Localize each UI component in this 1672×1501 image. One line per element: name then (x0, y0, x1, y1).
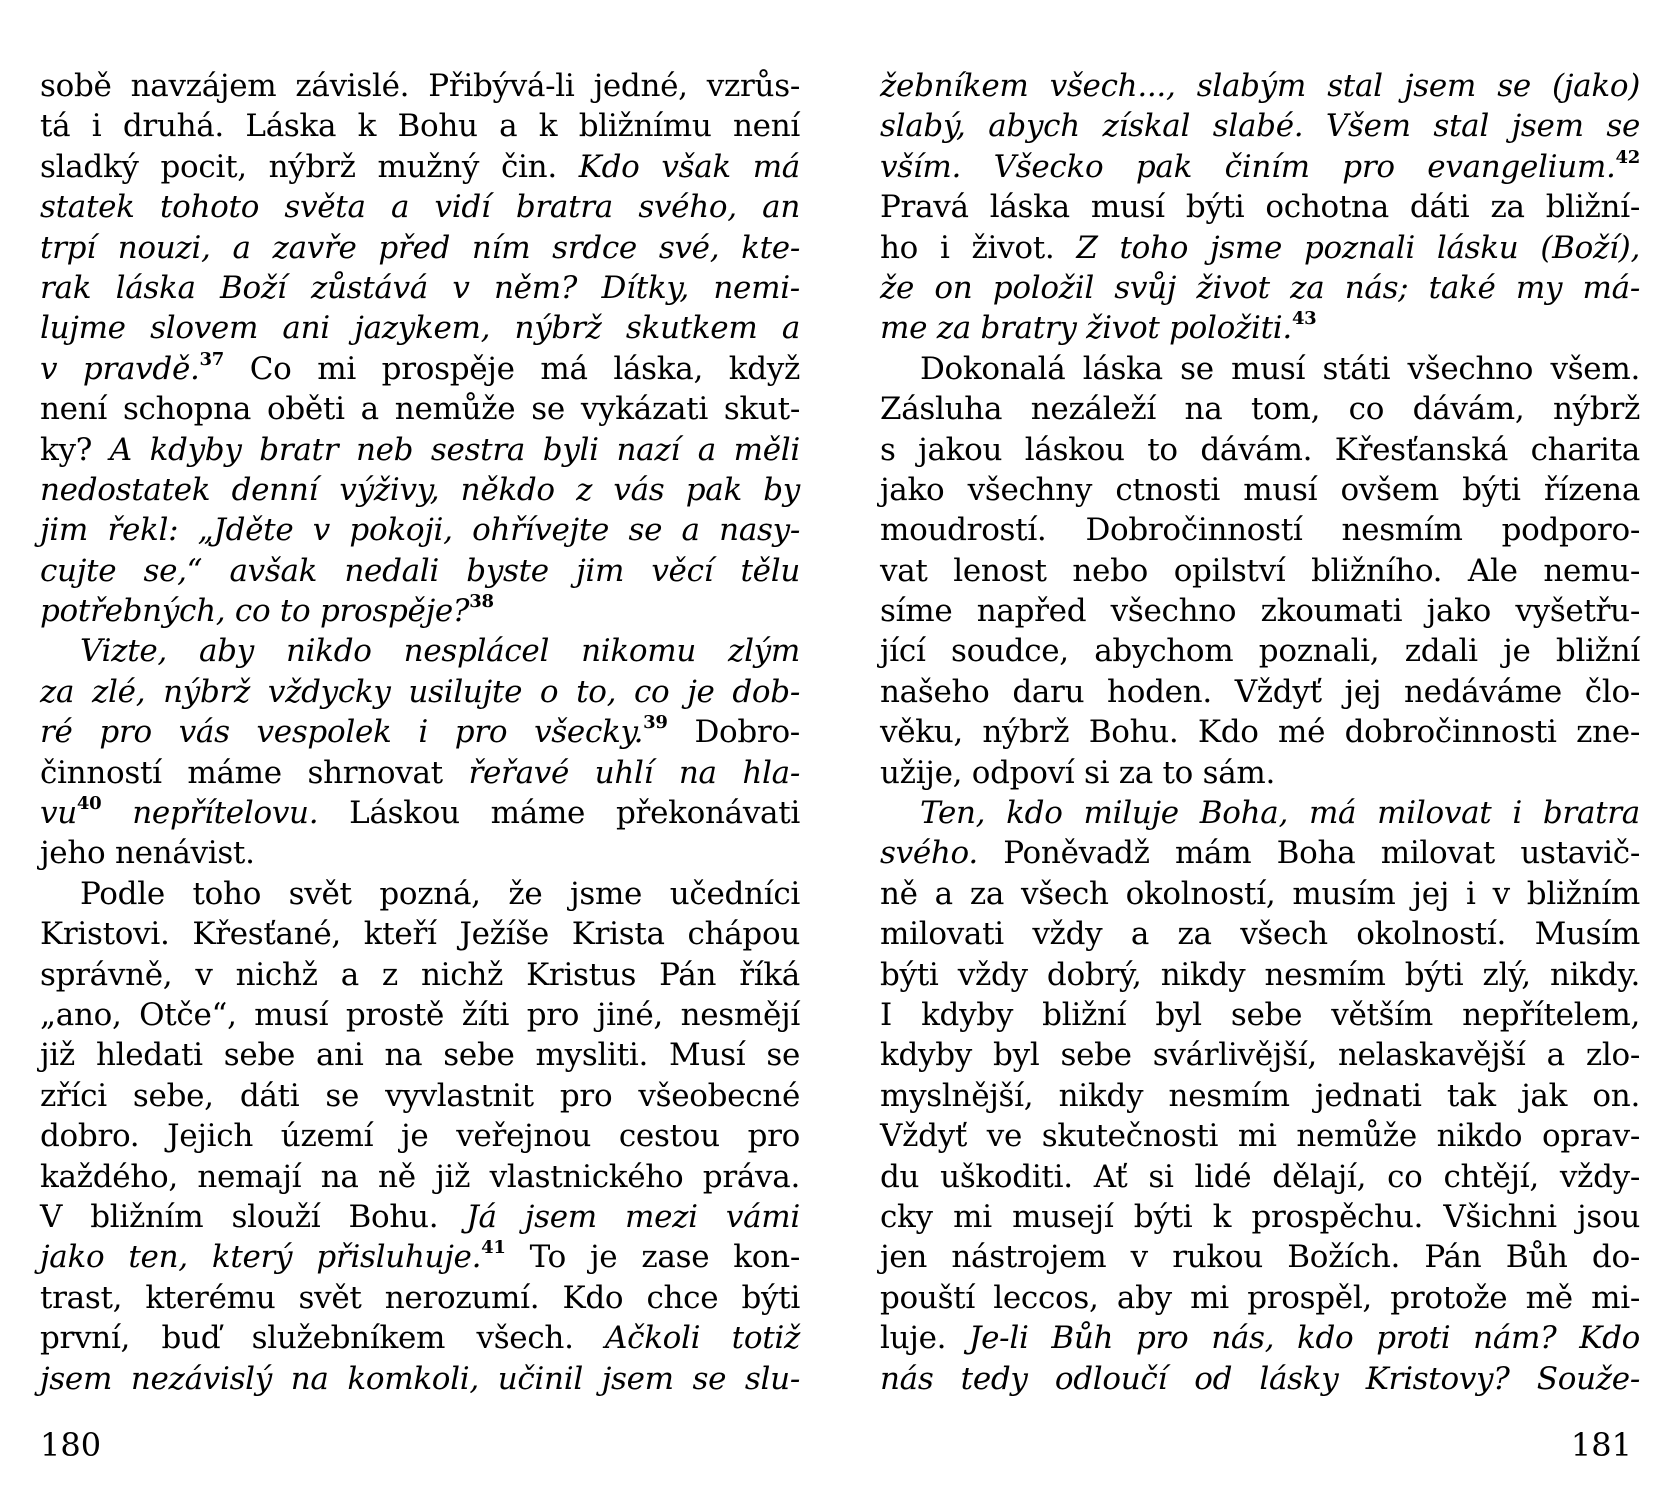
text-line (880, 1076, 1640, 1116)
text-line (880, 833, 1640, 873)
text-line (880, 1035, 1640, 1075)
text-segment: Vždyť ve skutečnosti mi nemůže nikdo oprav- (880, 1118, 1640, 1155)
text-segment: žebníkem všech..., slabým stal jsem se (jako) (880, 68, 1640, 104)
text-line (40, 833, 800, 873)
text-segment: trpí nouzi, a zavře před ním srdce své, kte- (40, 229, 800, 266)
text-line (880, 389, 1640, 429)
text-line (880, 349, 1640, 389)
text-line (40, 1318, 800, 1358)
text-segment: Ačkoli totiž (605, 1320, 800, 1357)
text-segment: nepřítelovu. (101, 795, 319, 832)
text-line (40, 1157, 800, 1197)
left-page-text (40, 66, 800, 1399)
text-line (880, 106, 1640, 146)
text-segment: trast, kterému svět nerozumí. Kdo chce býti (40, 1279, 800, 1316)
text-segment: Já jsem mezi vámi (466, 1198, 800, 1235)
footnote-ref: 38 (469, 591, 494, 613)
text-segment: V bližním slouží Bohu. (40, 1198, 467, 1235)
text-segment: jící soudce, abychom poznali, zdali je bližní (880, 633, 1640, 670)
text-line (40, 1359, 800, 1399)
text-line (40, 672, 800, 712)
text-segment: slabý, abych získal slabé. Všem stal jsem se (880, 108, 1640, 145)
text-segment: vu (40, 795, 77, 832)
text-line (880, 591, 1640, 631)
text-segment: správně, v nichž a z nichž Kristus Pán říká (40, 956, 800, 993)
text-line (880, 228, 1640, 268)
text-line (880, 874, 1640, 914)
text-segment: Dobro- (667, 714, 800, 751)
text-segment: Kdo však má (578, 148, 800, 185)
text-segment: Láskou máme překonávati (318, 795, 800, 832)
text-segment: Pravá láska musí býti ochotna dáti za bližní- (880, 189, 1640, 226)
text-segment: jen nástrojem v rukou Božích. Pán Bůh do- (880, 1239, 1640, 1276)
text-segment: moudrostí. Dobročinností nesmím podporo- (880, 512, 1640, 549)
text-segment: řeřavé uhlí na hla- (468, 754, 800, 791)
text-line (880, 1197, 1640, 1237)
text-segment: jim řekl: „Jděte v pokoji, ohřívejte se a nasy- (40, 512, 800, 549)
text-segment: Je-li Bůh pro nás, kdo proti nám? Kdo (969, 1320, 1641, 1357)
text-line (880, 914, 1640, 954)
text-segment: nedostatek denní výživy, někdo z vás pak by (40, 471, 800, 508)
text-segment: Z toho jsme poznali lásku (Boží), (1076, 229, 1640, 266)
text-line (40, 228, 800, 268)
footnote-ref: 43 (1291, 308, 1317, 330)
footnote-ref: 39 (643, 712, 668, 734)
text-line (880, 672, 1640, 712)
text-segment: jeho nenávist. (40, 835, 255, 872)
right-page-text (880, 66, 1640, 1399)
text-line (40, 106, 800, 146)
footnote-ref: 41 (481, 1237, 506, 1259)
text-line (40, 1076, 800, 1116)
text-line (40, 1237, 800, 1277)
text-segment: první, buď služebníkem všech. (40, 1320, 606, 1357)
text-segment: ho i život. (880, 229, 1077, 266)
text-line (40, 349, 800, 389)
text-segment: činností máme shrnovat (40, 754, 469, 791)
text-segment: věku, nýbrž Bohu. Kdo mé dobročinnosti zne- (880, 714, 1640, 751)
text-line (40, 995, 800, 1035)
text-segment: milovati vždy a za všech okolností. Musím (880, 916, 1640, 953)
text-segment: kdyby byl sebe svárlivější, nelaskavější a zlo- (880, 1037, 1640, 1074)
page-number-left: 180 (40, 1426, 102, 1464)
text-segment: Poněvadž mám Boha milovat ustavič- (977, 835, 1640, 872)
text-segment: není schopna oběti a nemůže se vykázati skut- (40, 391, 800, 428)
text-segment: za zlé, nýbrž vždycky usilujte o to, co je dob- (40, 673, 800, 710)
text-segment: že on položil svůj život za nás; také my má- (880, 269, 1640, 306)
text-segment: v pravdě. (40, 350, 200, 387)
text-line (880, 147, 1640, 187)
text-line (40, 147, 800, 187)
text-line (880, 712, 1640, 752)
text-segment: sobě navzájem závislé. Přibývá-li jedné, vzrůs- (40, 68, 800, 104)
text-segment: jsem nezávislý na komkoli, učinil jsem se slu- (40, 1360, 800, 1397)
text-segment: cujte se,“ avšak nedali byste jim věcí tělu (40, 552, 800, 589)
text-segment: svého. (880, 835, 978, 872)
text-line (880, 430, 1640, 470)
text-line (880, 187, 1640, 227)
text-segment: každého, nemají na ně již vlastnického práva. (40, 1158, 800, 1195)
text-segment: Vizte, aby nikdo nesplácel nikomu zlým (80, 633, 800, 670)
text-line (40, 187, 800, 227)
text-segment: jako ten, který přisluhuje. (40, 1239, 482, 1276)
text-line (880, 470, 1640, 510)
text-segment: A kdyby bratr neb sestra byli nazí a měli (109, 431, 800, 468)
text-segment: našeho daru hoden. Vždyť jej nedáváme člo- (880, 673, 1640, 710)
text-line (40, 874, 800, 914)
text-line (40, 1197, 800, 1237)
text-line (40, 793, 800, 833)
text-line (880, 66, 1640, 106)
text-line (880, 551, 1640, 591)
text-line (40, 753, 800, 793)
text-segment: du uškoditi. Ať si lidé dělají, co chtějí, vždy- (880, 1158, 1640, 1195)
text-line (40, 268, 800, 308)
footnote-ref: 42 (1615, 146, 1640, 168)
text-segment: Co mi prospěje má láska, když (224, 350, 800, 387)
text-segment: To je zase kon- (505, 1239, 800, 1276)
text-line (880, 1157, 1640, 1197)
text-segment: potřebných, co to prospěje? (40, 593, 470, 630)
text-line (40, 1116, 800, 1156)
text-line (40, 470, 800, 510)
text-line (40, 1278, 800, 1318)
text-line (40, 1035, 800, 1075)
text-segment: me za bratry život položiti. (880, 310, 1292, 347)
text-segment: býti vždy dobrý, nikdy nesmím býti zlý, nikdy. (880, 956, 1640, 993)
text-segment: Ten, kdo miluje Boha, má milovat i bratra (920, 795, 1640, 832)
text-line (880, 1237, 1640, 1277)
text-segment: I kdyby bližní byl sebe větším nepřítelem, (880, 996, 1640, 1033)
text-segment: vším. Všecko pak činím pro evangelium. (880, 148, 1616, 185)
text-segment: ré pro vás vespolek i pro všecky. (40, 714, 644, 751)
text-segment: Podle toho svět pozná, že jsme učedníci (80, 875, 800, 912)
text-line (880, 510, 1640, 550)
text-line (40, 631, 800, 671)
text-line (40, 914, 800, 954)
text-segment: vat lenost nebo opilství bližního. Ale nemu- (880, 552, 1640, 589)
text-segment: dobro. Jejich území je veřejnou cestou pro (40, 1118, 800, 1155)
text-line (880, 995, 1640, 1035)
text-segment: lujme slovem ani jazykem, nýbrž skutkem a (40, 310, 800, 347)
text-segment: Kristovi. Křesťané, kteří Ježíše Krista chápou (40, 916, 800, 953)
text-line (40, 551, 800, 591)
text-segment: ky? (40, 431, 110, 468)
footnote-ref: 37 (199, 348, 224, 370)
text-segment: užije, odpoví si za to sám. (880, 754, 1276, 791)
footnote-ref: 40 (76, 793, 102, 815)
text-segment: již hledati sebe ani na sebe mysliti. Musí se (40, 1037, 800, 1074)
text-segment: nás tedy odloučí od lásky Kristovy? Souže- (880, 1360, 1640, 1397)
text-segment: zříci sebe, dáti se vyvlastnit pro všeobecné (40, 1077, 800, 1114)
text-line (880, 631, 1640, 671)
text-segment: statek tohoto světa a vidí bratra svého, an (40, 189, 800, 226)
text-segment: tá i druhá. Láska k Bohu a k bližnímu není (40, 108, 800, 145)
text-line (880, 955, 1640, 995)
text-line (40, 510, 800, 550)
text-line (40, 591, 800, 631)
text-segment: s jakou láskou to dávám. Křesťanská charita (880, 431, 1640, 468)
text-segment: síme napřed všechno zkoumati jako vyšetřu- (880, 593, 1640, 630)
text-line (880, 268, 1640, 308)
text-line (880, 753, 1640, 793)
text-segment: Zásluha nezáleží na tom, co dávám, nýbrž (880, 391, 1640, 428)
text-line (880, 1359, 1640, 1399)
text-line (40, 66, 800, 106)
text-line (880, 308, 1640, 348)
text-segment: Dokonalá láska se musí státi všechno všem. (920, 350, 1640, 387)
text-segment: rak láska Boží zůstává v něm? Dítky, nemi- (40, 269, 800, 306)
text-segment: cky mi musejí býti k prospěchu. Všichni jsou (880, 1198, 1640, 1235)
text-segment: pouští leccos, aby mi prospěl, protože mě mi- (880, 1279, 1640, 1316)
text-segment: ně a za všech okolností, musím jej i v bližním (880, 875, 1640, 912)
page-number-right: 181 (1570, 1426, 1632, 1464)
text-line (40, 430, 800, 470)
text-line (880, 1116, 1640, 1156)
text-line (40, 389, 800, 429)
text-segment: luje. (880, 1320, 969, 1357)
text-segment: sladký pocit, nýbrž mužný čin. (40, 148, 579, 185)
text-segment: myslnější, nikdy nesmím jednati tak jak on. (880, 1077, 1640, 1114)
text-segment: jako všechny ctnosti musí ovšem býti řízena (880, 471, 1640, 508)
text-line (880, 1278, 1640, 1318)
text-line (40, 308, 800, 348)
text-line (880, 793, 1640, 833)
text-line (40, 712, 800, 752)
text-segment: „ano, Otče“, musí prostě žíti pro jiné, nesmějí (40, 996, 800, 1033)
text-line (40, 955, 800, 995)
text-line (880, 1318, 1640, 1358)
